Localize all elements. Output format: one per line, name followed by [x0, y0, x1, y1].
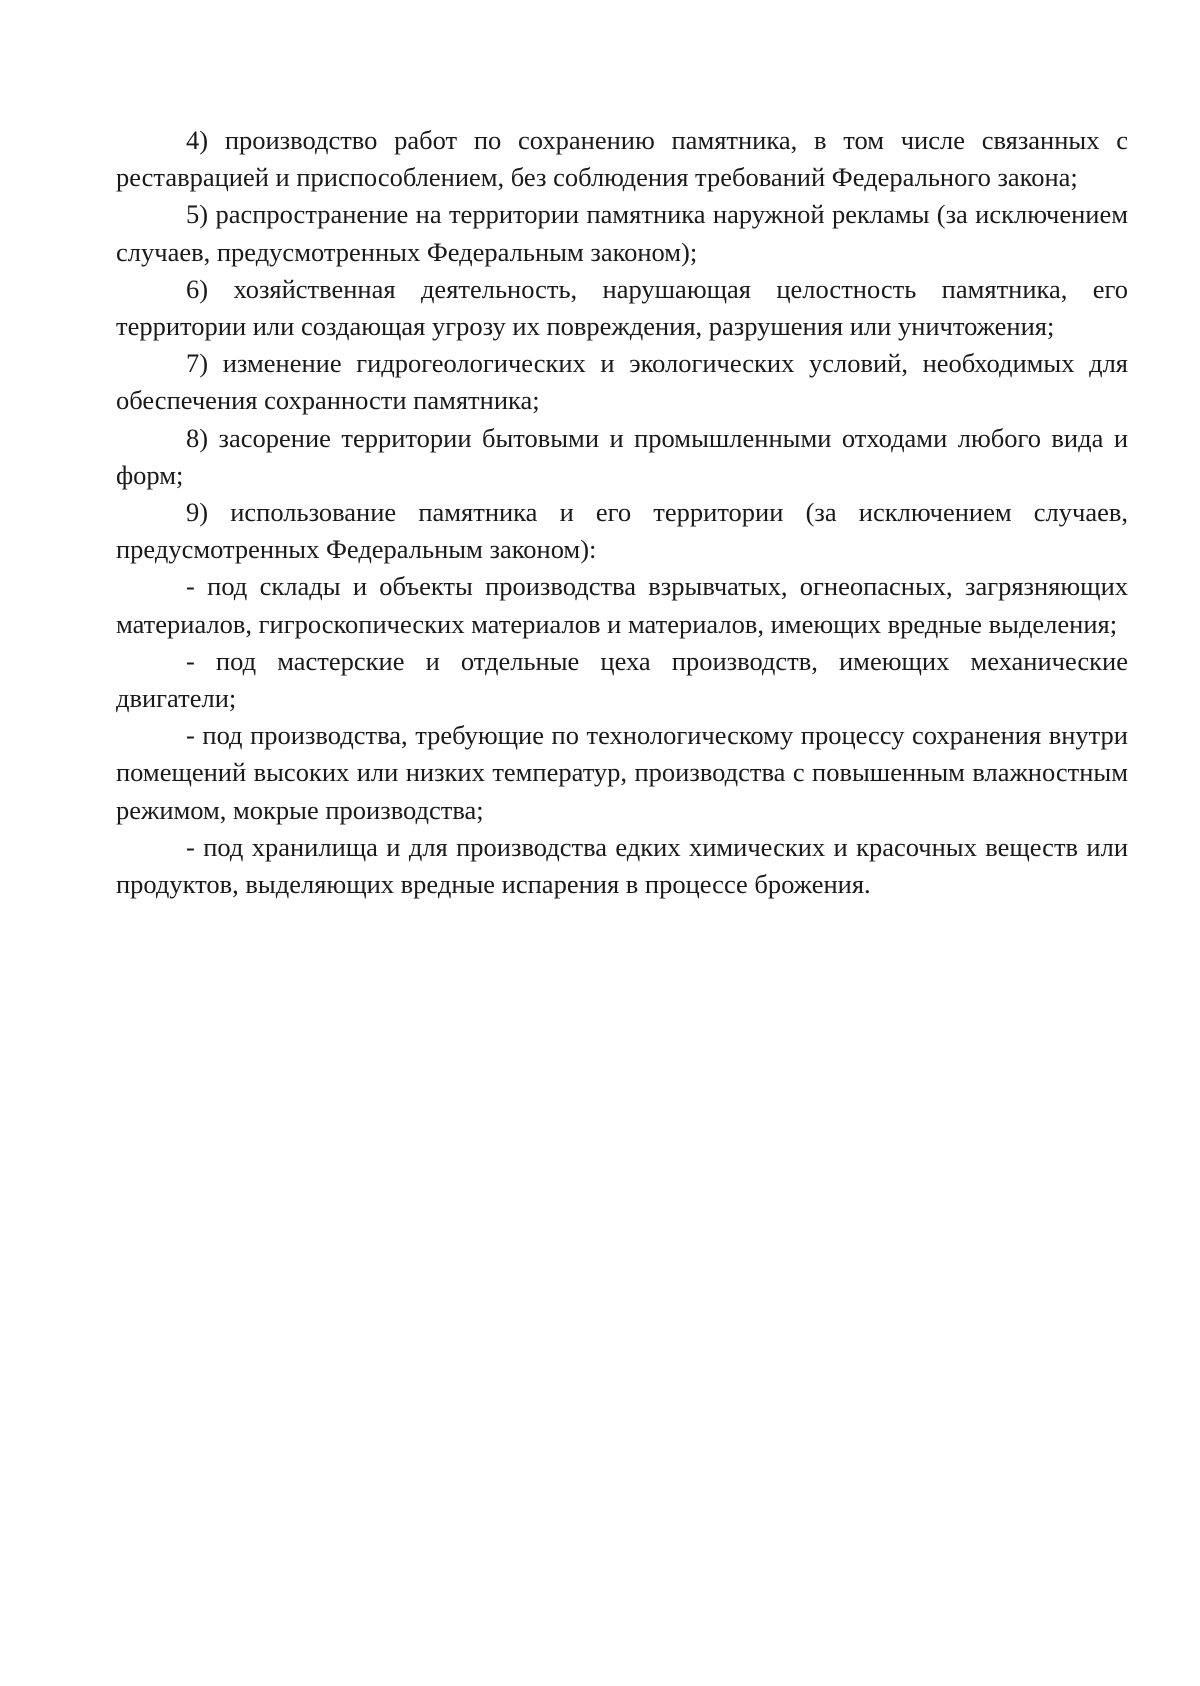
- list-item-4: 4) производство работ по сохранению памятника, в том числе связанных с реставрацией и приспособлением, без соблюдения требований Федерального закона;: [116, 125, 1128, 193]
- list-item-5: 5) распространение на территории памятника наружной рекламы (за исключением случаев, предусмотренных Федеральным законом);: [116, 199, 1128, 267]
- sub-item-warehouses: - под склады и объекты производства взрывчатых, огнеопасных, загрязняющих материалов, гигроскопических материалов и материалов, имеющих вредные выделения;: [116, 571, 1128, 639]
- list-item-7: 7) изменение гидрогеологических и экологических условий, необходимых для обеспечения сохранности памятника;: [116, 348, 1128, 416]
- list-item-6: 6) хозяйственная деятельность, нарушающая целостность памятника, его территории или создающая угрозу их повреждения, разрушения или уничтожения;: [116, 273, 1128, 342]
- document-body: [116, 122, 1128, 903]
- sub-item-storage: - под хранилища и для производства едких химических и красочных веществ или продуктов, выделяющих вредные испарения в процессе брожения.: [116, 831, 1128, 900]
- sub-item-workshops: - под мастерские и отдельные цеха производств, имеющих механические двигатели;: [116, 645, 1128, 714]
- list-item-9: 9) использование памятника и его территории (за исключением случаев, предусмотренных Федеральным законом):: [116, 497, 1128, 565]
- sub-item-temperature-production: - под производства, требующие по технологическому процессу сохранения внутри помещений высоких или низких температур, производства с повышенным влажностным режимом, мокрые производства;: [116, 720, 1128, 825]
- list-item-8: 8) засорение территории бытовыми и промышленными отходами любого вида и форм;: [116, 422, 1128, 490]
